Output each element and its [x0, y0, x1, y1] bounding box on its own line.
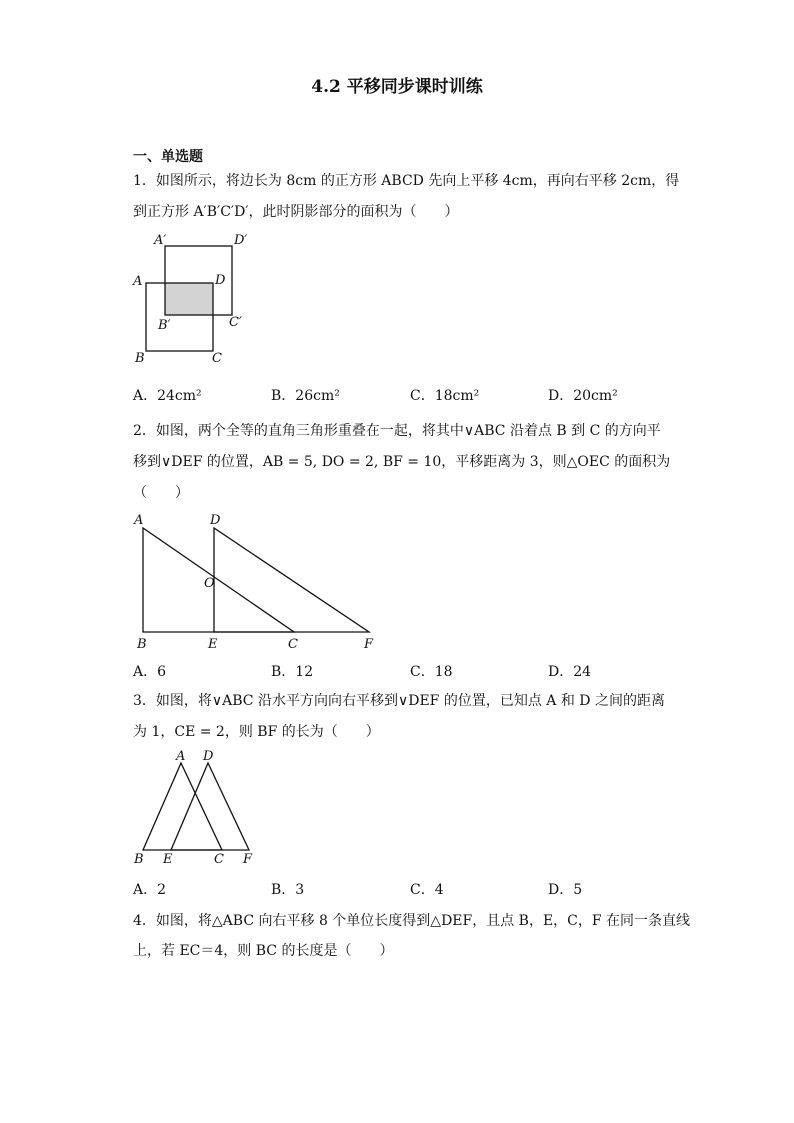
q1-label-a: A — [133, 274, 143, 289]
q1-option-c[interactable]: C．18cm² — [410, 388, 480, 404]
q1-text-line2: 到正方形 A′B′C′D′，此时阴影部分的面积为（ ） — [133, 204, 459, 220]
q2-option-c[interactable]: C．18 — [410, 664, 453, 680]
q1-label-b: B — [135, 351, 145, 366]
q3-options — [133, 879, 693, 899]
q3-option-d[interactable]: D．5 — [548, 882, 583, 898]
q2-label-f: F — [364, 637, 374, 652]
q3-label-b: B — [134, 852, 144, 867]
q2-label-o: O — [204, 576, 215, 591]
q3-label-c: C — [214, 852, 224, 867]
q2-option-d[interactable]: D．24 — [548, 664, 592, 680]
q1-label-c: C — [212, 351, 222, 366]
q2-text-line2: 移到∨DEF 的位置，AB = 5, DO = 2, BF = 10，平移距离为 3，则△OEC 的面积为 — [133, 454, 671, 470]
q3-option-c[interactable]: C．4 — [410, 882, 444, 898]
q2-option-a[interactable]: A．6 — [133, 664, 167, 680]
q2-text-line1: 2．如图，两个全等的直角三角形重叠在一起，将其中∨ABC 沿着点 B 到 C 的方向平 — [133, 423, 661, 439]
section-heading: 一、单选题 — [133, 149, 203, 165]
q3-triangle-abc — [143, 763, 222, 850]
q1-text-line1: 1．如图所示，将边长为 8cm 的正方形 ABCD 先向上平移 4cm，再向右平移 2cm，得 — [133, 173, 680, 189]
q3-triangle-def — [171, 763, 249, 850]
q1-label-a1: A′ — [154, 233, 167, 248]
q4-text-line1: 4．如图，将△ABC 向右平移 8 个单位长度得到△DEF，且点 B，E，C，F 在同一条直线 — [133, 913, 691, 929]
q2-label-c: C — [288, 637, 298, 652]
page-title: 4.2 平移同步课时训练 — [311, 77, 483, 97]
q2-label-e: E — [208, 637, 218, 652]
q3-label-d: D — [203, 749, 214, 764]
q1-label-d: D — [215, 273, 226, 288]
q2-option-b[interactable]: B．12 — [271, 664, 314, 680]
q1-option-a[interactable]: A．24cm² — [133, 388, 202, 404]
q1-option-d[interactable]: D．20cm² — [548, 388, 618, 404]
q2-label-d: D — [210, 513, 221, 528]
q1-label-d1: D′ — [234, 233, 248, 248]
q3-label-e: E — [163, 852, 173, 867]
q3-option-a[interactable]: A．2 — [133, 882, 167, 898]
q1-option-b[interactable]: B．26cm² — [271, 388, 340, 404]
q3-option-b[interactable]: B．3 — [271, 882, 305, 898]
q2-text-line3: （ ） — [133, 485, 189, 501]
q3-label-a: A — [176, 749, 186, 764]
q3-text-line1: 3．如图，将∨ABC 沿水平方向向右平移到∨DEF 的位置，已知点 A 和 D 之间的距离 — [133, 693, 665, 709]
q2-label-a: A — [134, 513, 144, 528]
q2-label-b: B — [137, 637, 147, 652]
q3-label-f: F — [243, 852, 253, 867]
q4-text-line2: 上，若 EC＝4，则 BC 的长度是（ ） — [133, 943, 394, 959]
q3-text-line2: 为 1，CE = 2，则 BF 的长为（ ） — [133, 724, 380, 740]
q1-label-b1: B′ — [158, 318, 171, 333]
q1-label-c1: C′ — [229, 315, 242, 330]
